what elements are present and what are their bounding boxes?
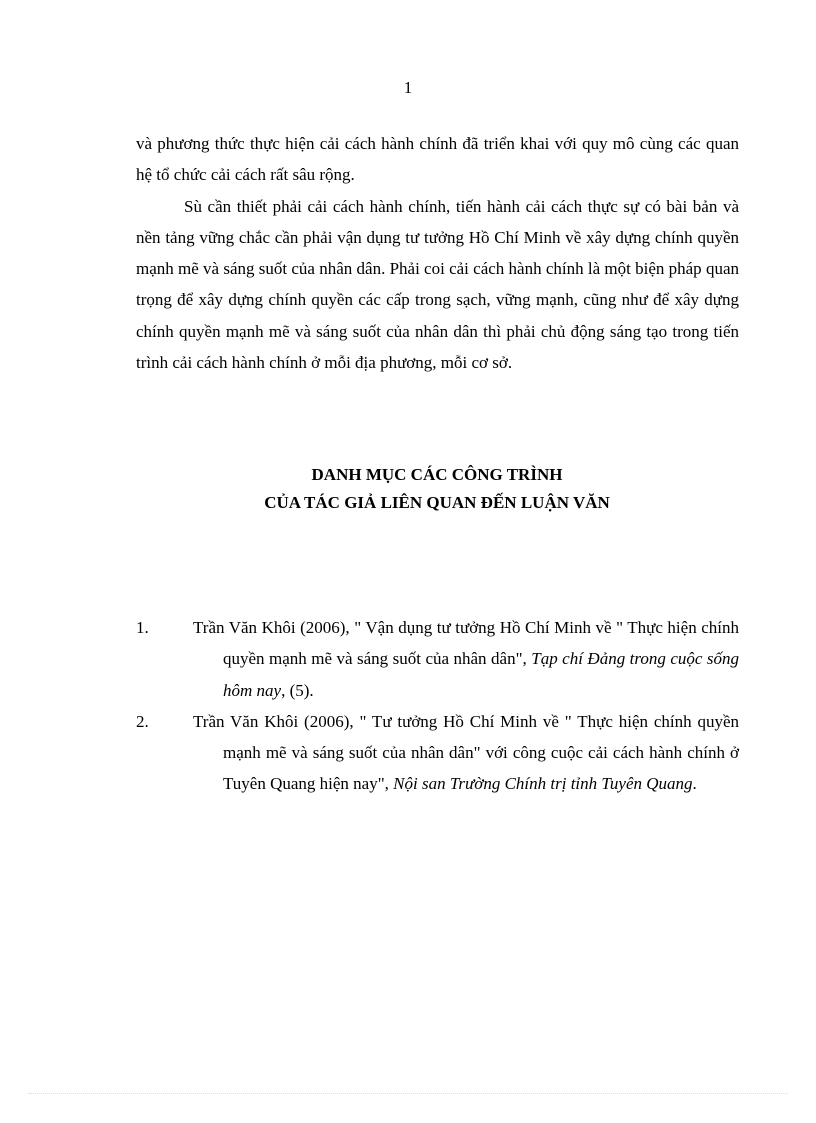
reference-item-2 — [136, 706, 739, 800]
section-heading-line-1: DANH MỤC CÁC CÔNG TRÌNH — [311, 465, 563, 484]
reference-source-2: Nội san Trường Chính trị tỉnh Tuyên Quang — [393, 774, 693, 794]
reference-tail-1: , (5). — [281, 680, 314, 700]
section-heading-line-2: CỦA TÁC GIẢ LIÊN QUAN ĐẾN LUẬN VĂN — [264, 493, 610, 512]
reference-number-2: 2. — [136, 711, 149, 731]
reference-tail-2: . — [692, 774, 697, 794]
footer-divider — [28, 1093, 788, 1094]
reference-text-1: Trần Văn Khôi (2006), " Vận dụng tư tưởng Hồ Chí Minh về " Thực hiện chính quyền mạnh mẽ và sáng suốt của nhân dân", — [193, 618, 739, 669]
reference-text-2: Trần Văn Khôi (2006), " Tư tưởng Hồ Chí Minh về " Thực hiện chính quyền mạnh mẽ và sáng suốt của nhân dân" với công cuộc cải cách hành chính ở Tuyên Quang hiện nay", — [193, 711, 739, 794]
section-heading — [0, 461, 816, 517]
reference-number-1: 1. — [136, 618, 149, 637]
body-paragraph-1: và phương thức thực hiện cải cách hành chính đã triển khai với quy mô cùng các quan hệ tổ chức cải cách rất sâu rộng. — [136, 134, 739, 185]
body-text — [136, 128, 739, 378]
reference-item-1 — [136, 612, 739, 706]
reference-source-1: Tạp chí Đảng trong cuộc sống hôm nay — [223, 649, 740, 700]
body-paragraph-2: Sù cần thiết phải cải cách hành chính, tiến hành cải cách thực sự có bài bản và nền tảng vững chắc cần phải vận dụng tư tưởng Hồ Chí Minh về xây dựng chính quyền mạnh mẽ và sáng suốt của nhân dân. Phải coi cải cách hành chính là một biện pháp quan trọng để xây dựng chính quyền các cấp trong sạch, vững mạnh, cũng như để xây dựng chính quyền mạnh mẽ và sáng suốt của nhân dân thì phải chủ động sáng tạo trong tiến trình cải cách hành chính ở mỗi địa phương, mỗi cơ sở. — [136, 196, 739, 373]
page-number: 1 — [403, 78, 413, 97]
reference-list — [136, 612, 739, 800]
reference-body-2 — [193, 706, 739, 800]
reference-body-1 — [193, 612, 740, 706]
